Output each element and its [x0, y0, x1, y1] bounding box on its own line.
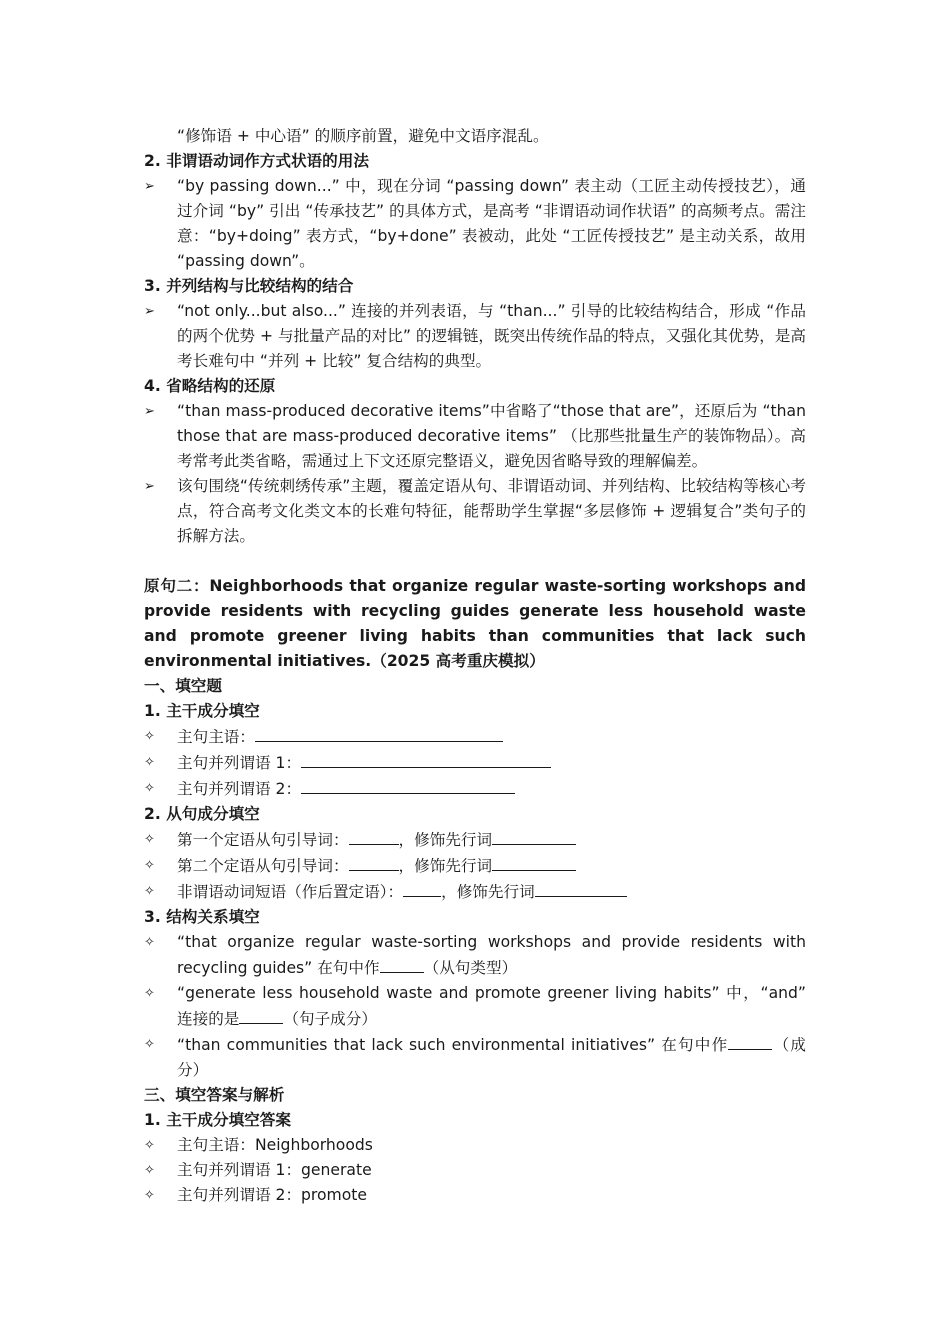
arrow-bullet-icon: ➢ — [144, 479, 155, 494]
list-item — [144, 930, 806, 981]
list-item — [144, 724, 806, 750]
list-item — [144, 1158, 806, 1183]
list-item — [144, 1183, 806, 1208]
diamond-bullet-icon: ✧ — [144, 781, 155, 796]
arrow-bullet-icon: ➢ — [144, 179, 155, 194]
section-heading-4: 4. 省略结构的还原 — [144, 377, 276, 395]
diamond-bullet-icon: ✧ — [144, 832, 155, 847]
answer-blank[interactable] — [492, 827, 576, 845]
item-tail: （句子成分） — [283, 1010, 377, 1028]
answer-blank[interactable] — [728, 1032, 772, 1050]
list-item — [144, 474, 806, 549]
diamond-bullet-icon: ✧ — [144, 986, 155, 1001]
item-text: 主句主语： — [177, 728, 255, 746]
document-page — [144, 124, 806, 1208]
item-text: “not only...but also...” 连接的并列表语，与 “than...” 引导的比较结构结合，形成 “作品的两个优势 + 与批量产品的对比” 的逻辑链，既突出传统作品的特点，又强化其优势，是高考长难句中 “并列 + 比较” 复合结构的典型。 — [177, 302, 806, 370]
item-text: 主句并列谓语 2：promote — [177, 1186, 367, 1204]
answer-blank[interactable] — [349, 853, 399, 871]
item-text: 第一个定语从句引导词： — [177, 831, 349, 849]
section-heading-3: 3. 并列结构与比较结构的结合 — [144, 277, 354, 295]
item-text: ，修饰先行词 — [398, 831, 493, 849]
item-text: 该句围绕“传统刺绣传承”主题，覆盖定语从句、非谓语动词、并列结构、比较结构等核心考点，符合高考文化类文本的长难句特征，能帮助学生掌握“多层修饰 + 逻辑复合”类句子的拆解方法。 — [177, 477, 806, 545]
item-tail: （从句类型） — [423, 959, 518, 977]
diamond-bullet-icon: ✧ — [144, 858, 155, 873]
answer-blank[interactable] — [301, 776, 515, 794]
item-text: “than mass-produced decorative items”中省略了“those that are”，还原后为 “than those that are mass-produced decorative items” （比那些批量生产的装饰物品）。高考常考此类省略，需通过上下文还原完整语义，避免因省略导致的理解偏差。 — [177, 402, 806, 470]
item-tail: （成分） — [177, 1036, 806, 1079]
list-item — [144, 299, 806, 374]
answer-blank[interactable] — [492, 853, 576, 871]
item-text: ，修饰先行词 — [441, 883, 535, 901]
diamond-bullet-icon: ✧ — [144, 1163, 155, 1178]
answer-blank[interactable] — [301, 750, 551, 768]
diamond-bullet-icon: ✧ — [144, 884, 155, 899]
spacer — [144, 549, 806, 574]
list-item — [144, 827, 806, 853]
fill-part1-title: 1. 主干成分填空 — [144, 702, 260, 720]
answer-blank[interactable] — [380, 955, 424, 973]
arrow-bullet-icon: ➢ — [144, 304, 155, 319]
diamond-bullet-icon: ✧ — [144, 935, 155, 950]
item-text: “generate less household waste and promote greener living habits” 中，“and” 连接的是 — [177, 984, 806, 1028]
section-heading-2: 2. 非谓语动词作方式状语的用法 — [144, 152, 369, 170]
item-text: 主句并列谓语 1：generate — [177, 1161, 372, 1179]
diamond-bullet-icon: ✧ — [144, 755, 155, 770]
answers-title: 三、填空答案与解析 — [144, 1086, 285, 1104]
item-text: 第二个定语从句引导词： — [177, 857, 349, 875]
answer-blank[interactable] — [255, 724, 503, 742]
diamond-bullet-icon: ✧ — [144, 729, 155, 744]
list-item — [144, 750, 806, 776]
item-text: “than communities that lack such environmental initiatives” 在句中作 — [177, 1036, 729, 1054]
original-label: 原句二： — [144, 577, 210, 595]
list-item — [144, 776, 806, 802]
continuation-line: “修饰语 + 中心语” 的顺序前置，避免中文语序混乱。 — [177, 127, 549, 145]
list-item — [144, 853, 806, 879]
item-text: 非谓语动词短语（作后置定语）： — [177, 883, 404, 901]
item-text: “that organize regular waste-sorting workshops and provide residents with recycling guides” 在句中作 — [177, 933, 806, 977]
list-item — [144, 399, 806, 474]
list-item — [144, 1133, 806, 1158]
original-text: Neighborhoods that organize regular waste-sorting workshops and provide residents with recycling guides generate less household waste and promote greener living habits than communities that lack such environmental initiatives.（2025 高考重庆模拟） — [144, 577, 806, 670]
list-item — [144, 879, 806, 905]
answer-blank[interactable] — [403, 879, 441, 897]
fill-part2-title: 2. 从句成分填空 — [144, 805, 260, 823]
item-text: ，修饰先行词 — [398, 857, 493, 875]
list-item — [144, 1032, 806, 1083]
fill-blank-title: 一、填空题 — [144, 677, 222, 695]
answer-blank[interactable] — [535, 879, 627, 897]
original-sentence-2 — [144, 574, 806, 674]
diamond-bullet-icon: ✧ — [144, 1188, 155, 1203]
item-text: 主句主语：Neighborhoods — [177, 1136, 373, 1154]
item-text: 主句并列谓语 1： — [177, 754, 302, 772]
diamond-bullet-icon: ✧ — [144, 1037, 155, 1052]
answers-part1-title: 1. 主干成分填空答案 — [144, 1111, 291, 1129]
list-item — [144, 981, 806, 1032]
answer-blank[interactable] — [349, 827, 399, 845]
fill-part3-title: 3. 结构关系填空 — [144, 908, 260, 926]
diamond-bullet-icon: ✧ — [144, 1138, 155, 1153]
item-text: 主句并列谓语 2： — [177, 780, 302, 798]
answer-blank[interactable] — [239, 1006, 283, 1024]
list-item — [144, 174, 806, 274]
arrow-bullet-icon: ➢ — [144, 404, 155, 419]
item-text: “by passing down...” 中，现在分词 “passing down” 表主动（工匠主动传授技艺），通过介词 “by” 引出 “传承技艺” 的具体方式，是高考 “非谓语动词作状语” 的高频考点。需注意：“by+doing” 表方式，“by+done” 表被动，此处 “工匠传授技艺” 是主动关系，故用 “passing down”。 — [177, 177, 806, 270]
